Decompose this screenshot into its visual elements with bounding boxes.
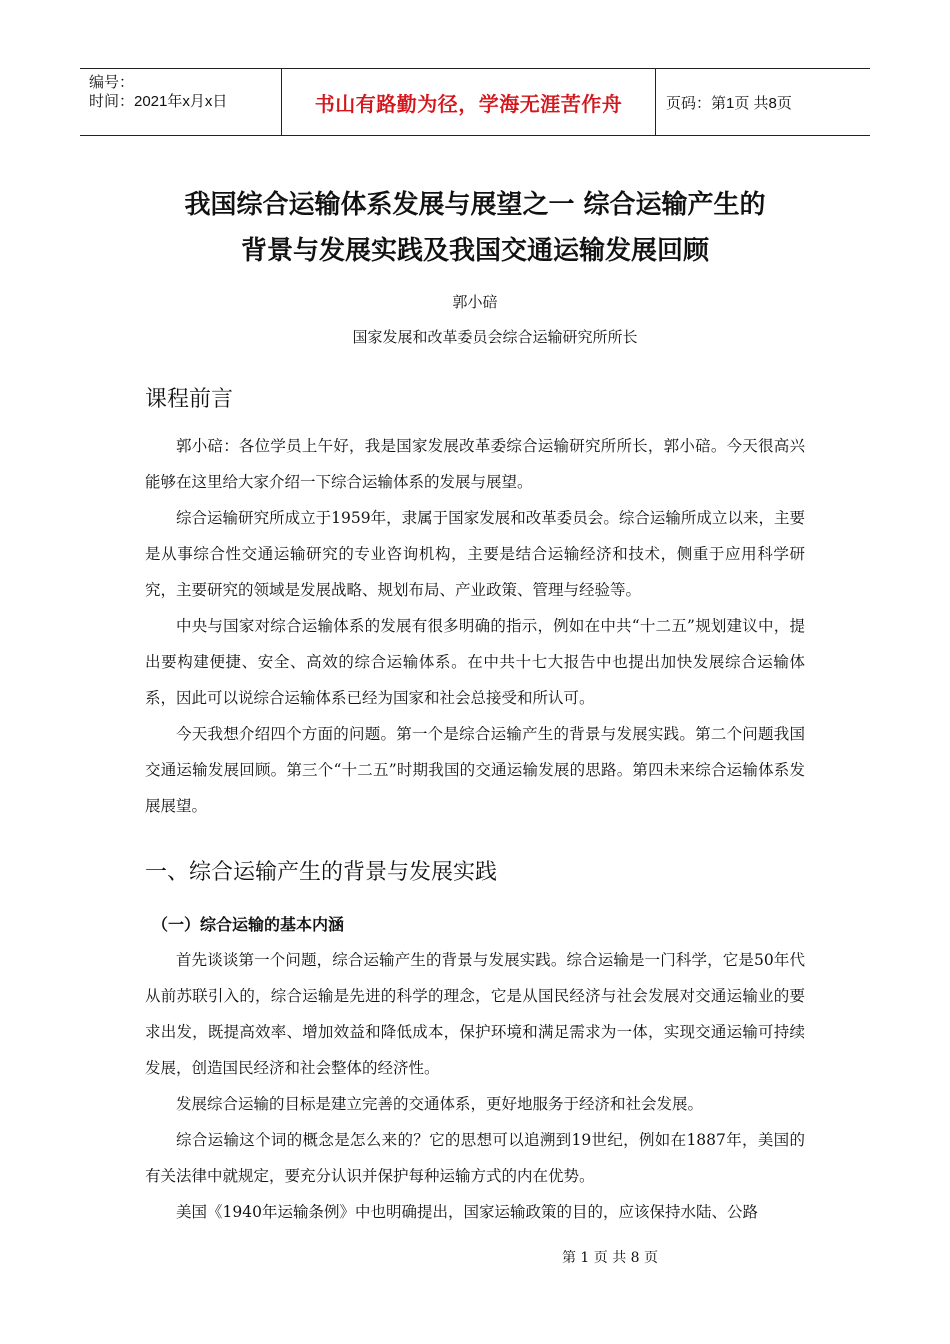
subsection-heading: （一）综合运输的基本内涵 [152,915,345,934]
motto: 书山有路勤为径，学海无涯苦作舟 [282,69,656,135]
title-line-2: 背景与发展实践及我国交通运输发展回顾 [240,236,709,266]
paragraph: 郭小碚：各位学员上午好，我是国家发展改革委综合运输研究所所长，郭小碚。今天很高兴能够在这里给大家介绍一下综合运输体系的发展与展望。 [145,437,805,491]
section-heading-intro: 课程前言 [145,387,234,412]
code-label: 编号： [89,74,135,91]
author: 郭小碚 [452,293,498,311]
page-label: 页码：第1页 共8页 [666,94,792,112]
paragraph: 综合运输这个词的概念是怎么来的？它的思想可以追溯到19世纪，例如在1887年，美国的有关法律中就规定，要充分认识并保护每种运输方式的内在优势。 [145,1131,805,1185]
title-line-1: 我国综合运输体系发展与展望之一 综合运输产生的 [184,190,766,220]
paragraph: 综合运输研究所成立于1959年，隶属于国家发展和改革委员会。综合运输所成立以来，主要是从事综合性交通运输研究的专业咨询机构，主要是结合运输经济和技术，侧重于应用科学研究，主要研究的领域是发展战略、规划布局、产业政策、管理与经验等。 [145,509,805,599]
paragraph: 美国《1940年运输条例》中也明确提出，国家运输政策的目的，应该保持水陆、公路 [176,1203,758,1221]
paragraph: 发展综合运输的目标是建立完善的交通体系，更好地服务于经济和社会发展。 [176,1095,704,1113]
header-meta-cell [80,69,282,135]
affiliation: 国家发展和改革委员会综合运输研究所所长 [352,328,638,346]
page-footer: 第 1 页 共 8 页 [561,1250,659,1266]
paragraph: 中央与国家对综合运输体系的发展有很多明确的指示，例如在中共“十二五”规划建议中，提出要构建便捷、安全、高效的综合运输体系。在中共十七大报告中也提出加快发展综合运输体系，因此可以说综合运输体系已经为国家和社会总接受和所认可。 [145,617,805,707]
header-table [80,68,870,136]
section-heading-one: 一、综合运输产生的背景与发展实践 [145,860,498,885]
paragraph: 今天我想介绍四个方面的问题。第一个是综合运输产生的背景与发展实践。第二个问题我国交通运输发展回顾。第三个“十二五”时期我国的交通运输发展的思路。第四未来综合运输体系发展展望。 [145,725,805,815]
time-label: 时间：2021年x月x日 [89,93,228,110]
paragraph: 首先谈谈第一个问题，综合运输产生的背景与发展实践。综合运输是一门科学，它是50年代从前苏联引入的，综合运输是先进的科学的理念，它是从国民经济与社会发展对交通运输业的要求出发，既提高效率、增加效益和降低成本，保护环境和满足需求为一体，实现交通运输可持续发展，创造国民经济和社会整体的经济性。 [145,951,805,1077]
document-title [0,182,950,274]
